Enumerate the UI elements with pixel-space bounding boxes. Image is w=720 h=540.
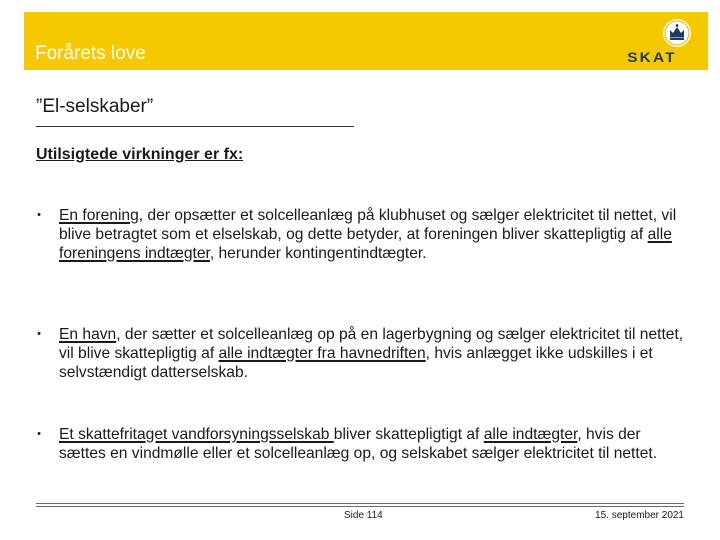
bullet-underlined-text: En havn [59,326,117,343]
bullet-underlined-text: alle foreningens indtægter [59,226,672,262]
bullet-marker: • [37,328,41,340]
bullet-plain-text: , herunder kontingentindtægter. [209,245,427,262]
bullet-text [59,325,684,382]
skat-logo [612,18,692,66]
footer-date: 15. september 2021 [595,510,684,521]
bullet-marker: • [37,209,41,221]
header-title: Forårets love [35,43,146,64]
bullet-underlined-text: Et skattefritaget vandforsyningsselskab [59,426,334,443]
crown-seal-icon [662,18,692,48]
subtitle-divider [36,126,354,127]
slide-subtitle: ”El-selskaber” [36,96,154,117]
bullet-marker: • [37,428,41,440]
bullet-plain-text: , der sætter et solcelleanlæg op på en lagerbygning og sælger elektricitet til nettet, vil blive skattepligtig af [59,326,684,362]
bullet-underlined-text: En forening [59,207,139,224]
bullet-underlined-text: alle indtægter fra havnedriften [218,345,426,362]
logo-text: SKAT [627,49,677,65]
footer-divider-top [36,503,684,504]
bullet-plain-text: , hvis anlægget ikke udskilles i et selvstændigt datterselskab. [59,345,653,381]
section-heading: Utilsigtede virkninger er fx: [36,146,244,163]
bullet-plain-text: , hvis der sættes en vindmølle eller et solcelleanlæg op, og selskabet sælger elektricitet til nettet. [59,426,658,462]
bullet-plain-text: , der opsætter et solcelleanlæg på klubhuset og sælger elektricitet til nettet, vil blive betragtet som et elselskab, og dette betyder, at foreningen bliver skattepligtig af [59,207,677,243]
bullet-text [59,206,684,263]
bullet-underlined-text: alle indtægter [483,426,578,443]
header-bar [24,12,708,70]
bullet-text [59,425,684,463]
footer-divider-bottom [36,506,684,507]
footer-page-number: Side 114 [344,510,383,521]
bullet-plain-text: bliver skattepligtigt af [333,426,484,443]
